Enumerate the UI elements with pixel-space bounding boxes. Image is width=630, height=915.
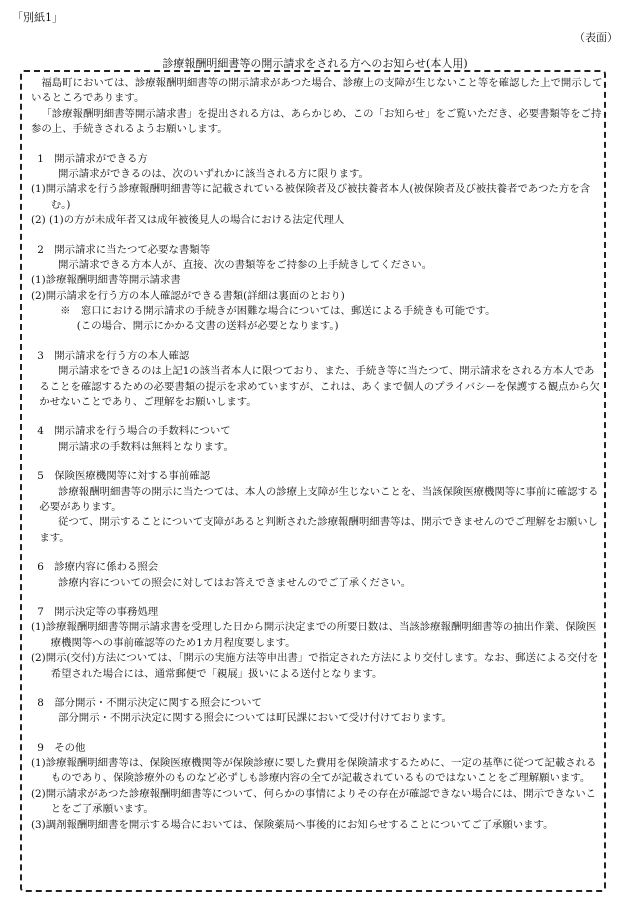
section-1-item-1: (1)開示請求を行う診療報酬明細書等に記載されている被保険者及び被扶養者本人(被保険者及び被扶養者であつた方を含む。) <box>31 183 591 211</box>
section-2-item-1: (1)診療報酬明細書等開示請求書 <box>31 274 181 287</box>
section-8 <box>31 696 604 727</box>
section-2-note-detail: (この場合、開示にかかる文書の送料が必要となります。) <box>76 320 339 333</box>
section-6-title: 6 診療内容に係わる照会 <box>37 561 159 574</box>
section-3-title: 3 開示請求を行う方の本人確認 <box>37 349 190 362</box>
section-9-item-1: (1)診療報酬明細書等は、保険医療機関等が保険診療に要した費用を保険請求するために、一定の基準に従つて記載されるものであり、保険診療外のものなど必ずしも診療内容の全てが記載されているものではないことをご理解願います。 <box>31 757 597 785</box>
section-3-text: 開示請求をできるのは上記1の該当者本人に限つており、また、手続き等に当たつて、開示請求をされる方本人であることを確認するための必要書類の提示を求めていますが、これは、あくまで個人のプライバシーを保護する観点から欠かせないことであり、ご理解をお願いします。 <box>39 365 600 409</box>
section-2-item-2: (2)開示請求を行う方の本人確認ができる書類(詳細は裏面のとおり) <box>31 289 345 302</box>
section-7-item-1: (1)診療報酬明細書等開示請求書を受理した日から開示決定までの所要日数は、当該診療報酬明細書等の抽出作業、保険医療機関等への事前確認等のため1カ月程度要します。 <box>31 621 597 649</box>
section-9-item-3: (3)調剤報酬明細書を開示する場合においては、保険薬局へ事後的にお知らせすることについてご了承願います。 <box>31 818 554 831</box>
section-1-item-2: (2) (1)の方が未成年者又は成年被後見人の場合における法定代理人 <box>31 214 345 227</box>
section-8-text: 部分開示・不開示決定に関する照会については町民課において受け付けております。 <box>58 712 452 725</box>
front-side-label: （表面） <box>574 31 618 44</box>
section-2 <box>31 243 604 335</box>
section-9 <box>31 741 604 833</box>
section-1 <box>31 152 604 229</box>
section-7-item-2: (2)開示(交付)方法については、「開示の実施方法等申出書」で指定された方法により交付します。なお、郵送による交付を希望された場合には、通常郵便で「親展」扱いによる送付となります。 <box>31 652 599 680</box>
section-4-title: 4 開示請求を行う場合の手数料について <box>37 425 231 438</box>
section-4 <box>31 424 604 455</box>
section-4-text: 開示請求の手数料は無料となります。 <box>58 440 234 453</box>
section-1-title: 1 開示請求ができる方 <box>37 152 148 165</box>
section-5-text-2: 従つて、開示することについて支障があると判断された診療報酬明細書等は、開示できませんのでご理解をお願いします。 <box>39 516 598 544</box>
section-5 <box>31 469 604 546</box>
page-title: 診療報酬明細書等の開示請求をされる方へのお知らせ(本人用) <box>162 57 468 70</box>
section-5-title: 5 保険医療機関等に対する事前確認 <box>37 470 211 483</box>
section-5-text-1: 診療報酬明細書等の開示に当たつては、本人の診療上支障が生じないことを、当該保険医療機関等に事前に確認する必要があります。 <box>39 485 599 513</box>
section-2-title: 2 開示請求に当たつて必要な書類等 <box>37 243 211 256</box>
section-9-item-2: (2)開示請求があつた診療報酬明細書等について、何らかの事情によりその存在が確認できない場合には、開示できないことをご了承願います。 <box>31 787 596 816</box>
section-1-text: 開示請求ができるのは、次のいずれかに該当される方に限ります。 <box>58 167 369 180</box>
intro-paragraph-2: 「診療報酬明細書等開示請求書」を提出される方は、あらかじめ、この「お知らせ」をご覧いただき、必要書類等をご持参の上、手続きされるようお願いします。 <box>31 107 602 136</box>
annex-label: 「別紙1」 <box>12 11 63 24</box>
section-9-title: 9 その他 <box>37 741 86 754</box>
section-8-title: 8 部分開示・不開示決定に関する照会について <box>37 696 262 709</box>
section-6-text: 診療内容についての照会に対してはお答えできませんのでご了承ください。 <box>58 576 412 589</box>
intro-paragraph-1: 福島町においては、診療報酬明細書等の開示請求があつた場合、診療上の支障が生じないこと等を確認した上で開示しているところであります。 <box>31 77 603 105</box>
section-7-title: 7 開示決定等の事務処理 <box>37 605 159 618</box>
section-7 <box>31 605 604 682</box>
section-2-text: 開示請求できる方本人が、直接、次の書類等をご持参の上手続きしてください。 <box>58 258 433 271</box>
section-3 <box>31 349 604 411</box>
section-6 <box>31 560 604 591</box>
notice-body <box>31 76 604 833</box>
section-2-note: ※ 窓口における開示請求の手続きが困難な場合については、郵送による手続きも可能です。 <box>60 305 496 318</box>
